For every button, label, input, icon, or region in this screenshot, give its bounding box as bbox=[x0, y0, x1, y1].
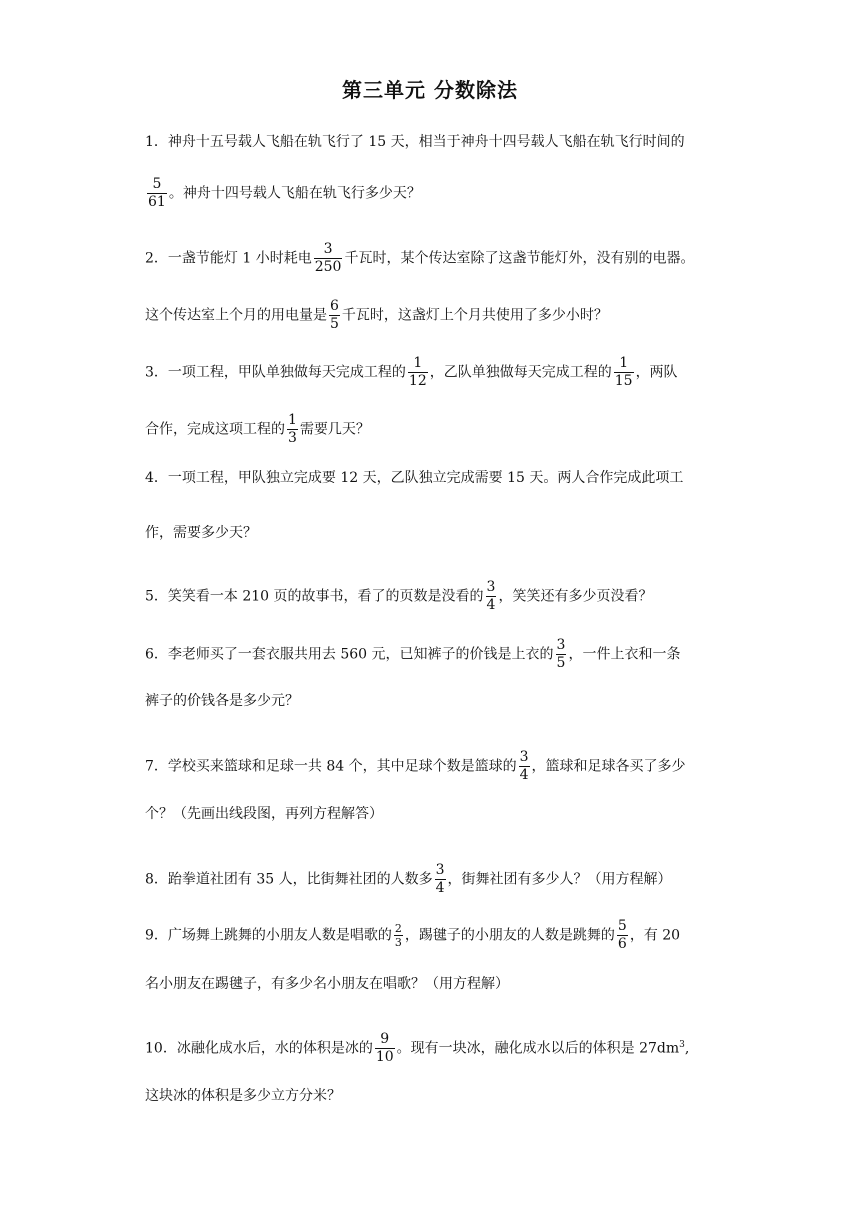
text: ，两队 bbox=[635, 364, 678, 381]
text: 合作，完成这项工程的 bbox=[145, 421, 285, 438]
text: 千瓦时，这盏灯上个月共使用了多少小时？ bbox=[341, 307, 608, 324]
fraction-denominator: 61 bbox=[148, 194, 166, 210]
fraction-denominator: 6 bbox=[617, 936, 627, 952]
text: 8．跆拳道社团有 35 人，比街舞社团的人数多 bbox=[145, 871, 433, 888]
problem-7-line-2 bbox=[145, 805, 383, 823]
text: 裤子的价钱各是多少元？ bbox=[145, 693, 299, 709]
text: 10．冰融化成水后，水的体积是冰的 bbox=[145, 1040, 373, 1057]
problem-3-line-2 bbox=[145, 412, 370, 447]
text: 5．笑笑看一本 210 页的故事书，看了的页数是没看的 bbox=[145, 588, 484, 605]
text: , bbox=[684, 1040, 690, 1057]
text: 个？（先画出线段图，再列方程解答） bbox=[145, 806, 383, 822]
text: 9．广场舞上跳舞的小朋友人数是唱歌的 bbox=[145, 927, 392, 944]
text: 需要几天？ bbox=[299, 421, 370, 438]
problem-2-line-1 bbox=[145, 241, 694, 276]
problem-4-line-1 bbox=[145, 469, 683, 487]
text: ，一件上衣和一条 bbox=[568, 646, 681, 663]
superscript: 3 bbox=[679, 1039, 685, 1050]
fraction bbox=[408, 355, 428, 390]
fraction-denominator: 5 bbox=[556, 655, 566, 671]
page-title: 第三单元 分数除法 bbox=[342, 78, 518, 102]
problem-8-line-1 bbox=[145, 862, 672, 897]
fraction-numerator: 9 bbox=[380, 1031, 390, 1047]
problem-9-line-2 bbox=[145, 975, 509, 993]
text: 3．一项工程，甲队单独做每天完成工程的 bbox=[145, 364, 406, 381]
problem-9-line-1 bbox=[145, 918, 680, 953]
fraction-numerator: 3 bbox=[435, 862, 445, 878]
text: 作，需要多少天？ bbox=[145, 525, 257, 541]
fraction-numerator: 1 bbox=[619, 355, 629, 371]
fraction bbox=[287, 412, 298, 447]
text: 名小朋友在踢毽子，有多少名小朋友在唱歌？（用方程解） bbox=[145, 976, 509, 992]
fraction bbox=[486, 579, 497, 614]
text: 。现有一块冰，融化成水以后的体积是 27dm bbox=[396, 1040, 680, 1057]
text: 2．一盏节能灯 1 小时耗电 bbox=[145, 250, 312, 267]
problem-2-line-2 bbox=[145, 298, 608, 333]
fraction-numerator: 1 bbox=[288, 412, 297, 428]
text: 这个传达室上个月的用电量是 bbox=[145, 307, 327, 324]
text: 千瓦时，某个传达室除了这盏节能灯外，没有别的电器。 bbox=[344, 250, 695, 267]
fraction bbox=[519, 749, 530, 784]
text: 7．学校买来篮球和足球一共 84 个，其中足球个数是篮球的 bbox=[145, 758, 517, 775]
fraction-denominator: 250 bbox=[314, 259, 342, 275]
text: 4．一项工程，甲队独立完成要 12 天，乙队独立完成需要 15 天。两人合作完成此项工 bbox=[145, 470, 684, 486]
fraction bbox=[617, 918, 628, 953]
problem-10-line-1 bbox=[145, 1031, 689, 1066]
fraction bbox=[435, 862, 446, 897]
fraction-numerator: 6 bbox=[330, 298, 339, 314]
fraction-denominator: 10 bbox=[375, 1049, 394, 1065]
problem-6-line-2 bbox=[145, 692, 299, 710]
fraction-denominator: 4 bbox=[519, 767, 529, 783]
text: ，笑笑还有多少页没看？ bbox=[498, 588, 653, 605]
text: ，乙队单独做每天完成工程的 bbox=[429, 364, 612, 381]
fraction-numerator: 5 bbox=[152, 176, 162, 192]
fraction-numerator: 3 bbox=[486, 579, 496, 595]
problem-4-line-2 bbox=[145, 524, 257, 542]
fraction bbox=[556, 637, 567, 672]
fraction bbox=[614, 355, 634, 390]
problem-6-line-1 bbox=[145, 637, 680, 672]
fraction bbox=[375, 1031, 395, 1066]
fraction bbox=[147, 176, 167, 211]
problem-1-line-2 bbox=[145, 176, 421, 211]
fraction-denominator: 4 bbox=[435, 880, 445, 896]
text: 1．神舟十五号载人飞船在轨飞行了 15 天，相当于神舟十四号载人飞船在轨飞行时间的 bbox=[145, 134, 685, 150]
fraction-denominator: 3 bbox=[394, 936, 402, 949]
problem-10-line-2 bbox=[145, 1087, 341, 1105]
fraction-numerator: 3 bbox=[323, 241, 333, 257]
fraction-numerator: 2 bbox=[394, 922, 402, 935]
fraction-denominator: 3 bbox=[288, 430, 297, 446]
fraction bbox=[314, 241, 343, 276]
text: 这块冰的体积是多少立方分米？ bbox=[145, 1088, 341, 1104]
fraction-numerator: 5 bbox=[617, 918, 627, 934]
problem-1-line-1 bbox=[145, 133, 685, 151]
fraction-denominator: 15 bbox=[614, 373, 633, 389]
problem-3-line-1 bbox=[145, 355, 678, 390]
fraction-denominator: 5 bbox=[330, 316, 339, 332]
problem-5-line-1 bbox=[145, 579, 652, 614]
fraction bbox=[394, 922, 403, 949]
fraction-numerator: 1 bbox=[413, 355, 423, 371]
fraction-denominator: 12 bbox=[408, 373, 427, 389]
problem-7-line-1 bbox=[145, 749, 686, 784]
fraction-numerator: 3 bbox=[556, 637, 566, 653]
text: 。神舟十四号载人飞船在轨飞行多少天？ bbox=[168, 185, 421, 202]
text: 6．李老师买了一套衣服共用去 560 元，已知裤子的价钱是上衣的 bbox=[145, 646, 554, 663]
fraction bbox=[329, 298, 340, 333]
text: ，有 20 bbox=[629, 927, 681, 944]
fraction-denominator: 4 bbox=[486, 597, 496, 613]
fraction-numerator: 3 bbox=[519, 749, 529, 765]
text: ，街舞社团有多少人？（用方程解） bbox=[447, 871, 672, 888]
text: ，篮球和足球各买了多少 bbox=[531, 758, 686, 775]
text: ，踢毽子的小朋友的人数是跳舞的 bbox=[404, 927, 615, 944]
